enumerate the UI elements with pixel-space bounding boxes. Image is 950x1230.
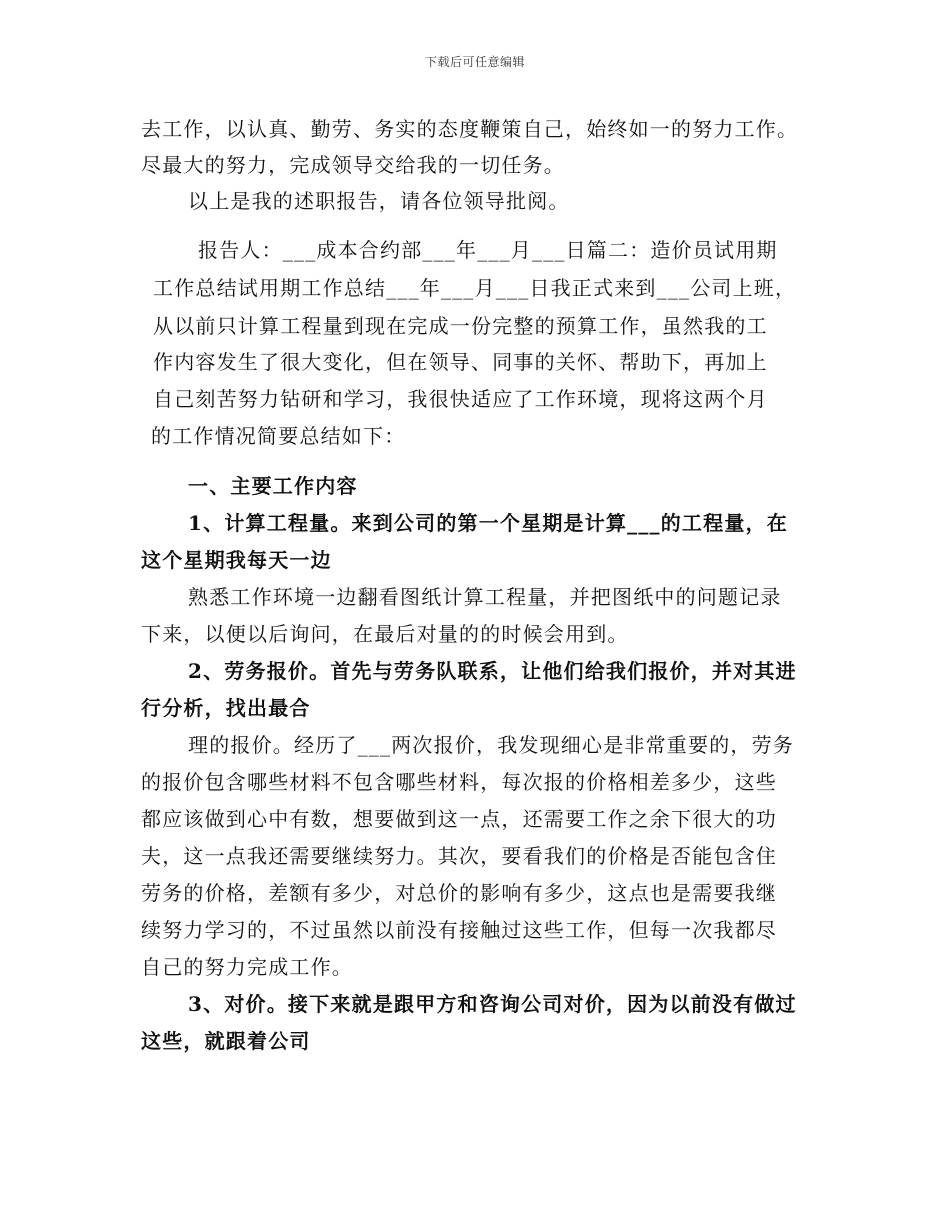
text-line-8: 自己刻苦努力钻研和学习，我很快适应了工作环境，现将这两个月 — [153, 387, 768, 411]
text-line-22: 续努力学习的，不过虽然以前没有接触过这些工作，但每一次我都尽 — [141, 918, 777, 942]
text-line-3: 以上是我的述职报告，请各位领导批阅。 — [188, 189, 570, 213]
text-line-6: 从以前只计算工程量到现在完成一份完整的预算工作，虽然我的工 — [153, 314, 768, 338]
text-line-13: 熟悉工作环境一边翻看图纸计算工程量，并把图纸中的问题记录 — [188, 585, 782, 609]
text-line-24: 3、对价。接下来就是跟甲方和咨询公司对价，因为以前没有做过 — [188, 992, 797, 1016]
text-line-19: 都应该做到心中有数，想要做到这一点，还需要工作之余下很大的功 — [141, 807, 777, 831]
text-line-17: 理的报价。经历了___两次报价，我发现细心是非常重要的，劳务 — [188, 733, 794, 757]
text-line-11: 1、计算工程量。来到公司的第一个星期是计算___的工程量，在 — [188, 511, 788, 535]
text-line-9: 的工作情况简要总结如下： — [151, 424, 406, 448]
text-line-15: 2、劳务报价。首先与劳务队联系，让他们给我们报价，并对其进 — [188, 659, 797, 683]
text-line-20: 夫，这一点我还需要继续努力。其次，要看我们的价格是否能包含住 — [141, 844, 777, 868]
text-line-16: 行分析，找出最合 — [141, 696, 311, 720]
text-line-21: 劳务的价格，差额有多少，对总价的影响有多少，这点也是需要我继 — [141, 881, 777, 905]
text-line-1: 去工作，以认真、勤劳、务实的态度鞭策自己，始终如一的努力工作。 — [141, 117, 799, 141]
section-heading: 一、主要工作内容 — [188, 474, 358, 498]
text-line-4: 报告人：___成本合约部___年___月___日篇二：造价员试用期 — [198, 238, 778, 262]
text-line-12: 这个星期我每天一边 — [141, 548, 332, 572]
text-line-14: 下来，以便以后询问，在最后对量的的时候会用到。 — [141, 622, 629, 646]
text-line-7: 作内容发生了很大变化，但在领导、同事的关怀、帮助下，再加上 — [153, 350, 768, 374]
text-line-5: 工作总结试用期工作总结___年___月___日我正式来到___公司上班， — [153, 276, 797, 300]
text-line-2: 尽最大的努力，完成领导交给我的一切任务。 — [141, 153, 565, 177]
text-line-25: 这些，就跟着公司 — [141, 1029, 311, 1053]
page-header: 下载后可任意编辑 — [424, 55, 525, 69]
text-line-18: 的报价包含哪些材料不包含哪些材料，每次报的价格相差多少，这些 — [141, 770, 777, 794]
text-line-23: 自己的努力完成工作。 — [141, 955, 353, 979]
